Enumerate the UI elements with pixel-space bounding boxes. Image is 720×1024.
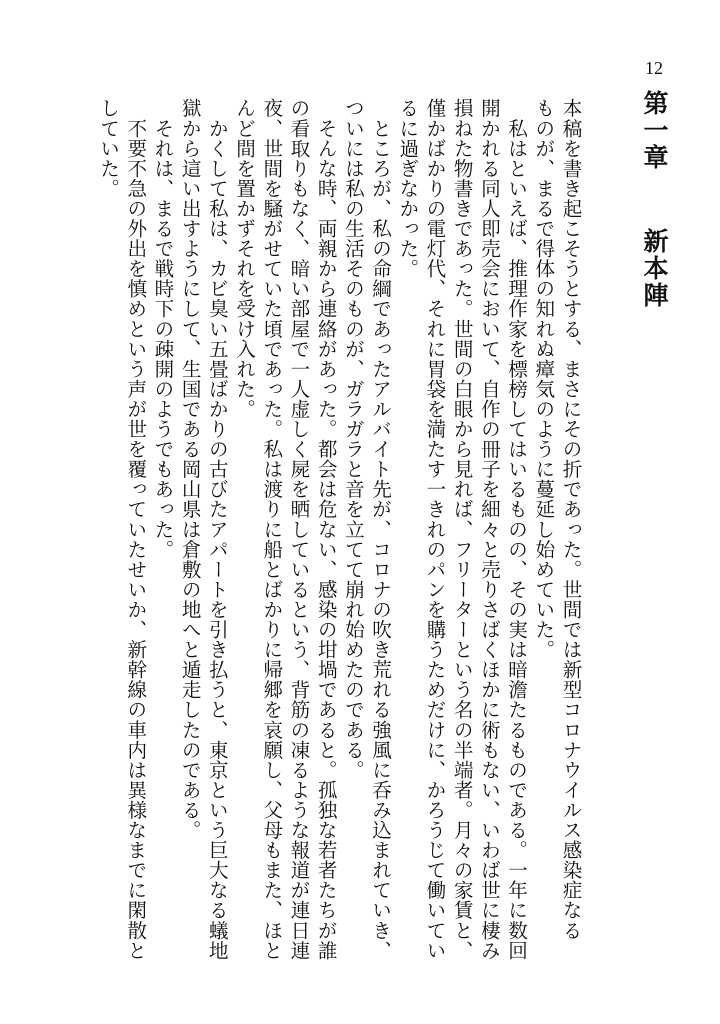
text-line: 開かれる同人即売会において、自作の冊子を細々と売りさばくほかに術もない、いわば世に棲み (477, 98, 501, 961)
text-line: 不要不急の外出を慎めという声が世を覆っていたせいか、新幹線の車内は異様なまでに閑散と (123, 98, 147, 961)
text-line: かくして私は、カビ臭い五畳ばかりの古びたアパートを引き払うと、東京という巨大なる蟻地 (205, 98, 229, 961)
chapter-label: 第一章 (640, 90, 669, 171)
text-line: の看取りもなく、暗い部屋で一人虚しく屍を晒しているという、背筋の凍るような報道が連日連 (286, 98, 310, 961)
text-line: 夜、世間を騒がせていた頃であった。私は渡りに船とばかりに帰郷を哀願し、父母もまた、ほと (259, 98, 283, 961)
text-line: 私はといえば、推理作家を標榜してはいるものの、その実は暗澹たるものである。一年に数回 (504, 98, 528, 961)
page-number: 12 (645, 58, 663, 78)
text-line: 本稿を書き起こそうとする、まさにその折であった。世間では新型コロナウイルス感染症なる (559, 98, 582, 941)
text-line: 僅かばかりの電灯代、それに胃袋を満たす一きれのパンを購うためだけに、かろうじて働いてい (422, 98, 446, 961)
text-line: それは、まるで戦時下の疎開のようでもあった。 (150, 98, 174, 560)
text-line: ところが、私の命綱であったアルバイト先が、コロナの吹き荒れる強風に呑み込まれていき、 (368, 98, 392, 961)
text-line: ついには私の生活そのものが、ガラガラと音を立てて崩れ始めたのである。 (341, 98, 365, 780)
text-line: そんな時、両親から連絡があった。都会は危ない、感染の坩堝であると。孤独な若者たちが誰 (314, 98, 338, 961)
chapter-heading (636, 90, 672, 309)
text-line: 損ねた物書きであった。世間の白眼から見れば、フリーターという名の半端者。月々の家賃と、 (450, 98, 474, 961)
text-line: ものが、まるで得体の知れぬ瘴気のように蔓延し始めていた。 (531, 98, 555, 660)
text-line: していた。 (96, 98, 120, 199)
chapter-title: 新本陣 (640, 227, 669, 309)
text-line: 獄から這い出すようにして、生国である岡山県は倉敷の地へと遁走したのである。 (178, 98, 202, 840)
text-line: るに過ぎなかった。 (395, 98, 419, 279)
body-text (94, 98, 584, 978)
text-line: んど間を置かずそれを受け入れた。 (232, 98, 256, 419)
